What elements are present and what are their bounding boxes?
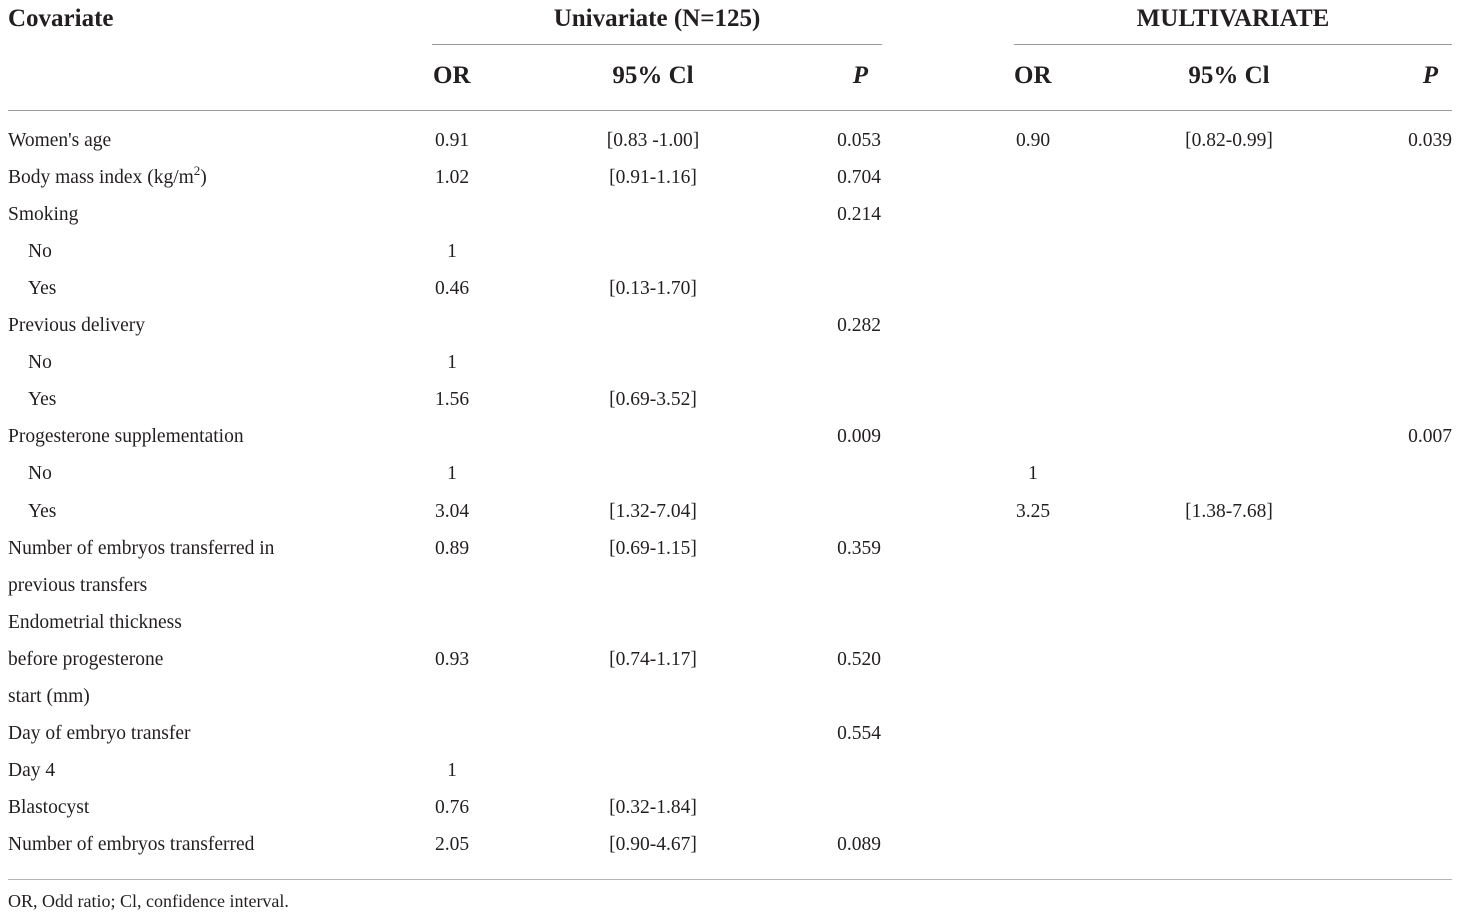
multivariate-group-rule <box>1014 44 1452 45</box>
uni-or-cell: 0.89 <box>434 537 470 559</box>
row-label-text: Previous delivery <box>8 315 146 337</box>
row-label-text: Number of embryos transferred <box>8 833 255 855</box>
uni-ci-header: 95% Cl <box>612 62 694 89</box>
multi-p-cell: 0.039 <box>1408 130 1452 151</box>
uni-or-cell: 0.46 <box>434 278 470 300</box>
row-label <box>8 162 207 190</box>
univariate-group-rule <box>432 44 882 45</box>
row-label <box>8 685 90 709</box>
row-label <box>8 314 145 338</box>
row-label-text: Women's age <box>8 130 112 151</box>
row-label <box>28 388 56 412</box>
uni-p-cell: 0.089 <box>837 833 881 855</box>
uni-p-cell: 0.009 <box>837 426 881 448</box>
row-label <box>8 574 147 598</box>
uni-or-cell: 0.76 <box>434 796 470 818</box>
covariate-header: Covariate <box>8 5 114 32</box>
multi-ci-cell: [0.82-0.99] <box>1185 130 1273 151</box>
row-label <box>8 722 190 746</box>
uni-ci-cell: [1.32-7.04] <box>609 500 697 522</box>
row-label <box>28 240 52 264</box>
uni-or-cell: 1 <box>447 759 457 781</box>
multi-or-header: OR <box>1014 62 1052 89</box>
table-bottom-rule <box>8 879 1452 880</box>
row-label <box>8 796 89 820</box>
row-label-text: previous transfers <box>8 574 148 596</box>
row-label <box>8 611 182 635</box>
multi-p-header: P <box>1422 62 1438 89</box>
uni-ci-cell: [0.32-1.84] <box>609 796 697 818</box>
row-label-text: Day of embryo transfer <box>8 722 191 744</box>
uni-p-cell: 0.214 <box>837 204 881 226</box>
row-label <box>28 351 52 375</box>
uni-p-cell: 0.053 <box>837 130 881 151</box>
uni-ci-cell: [0.90-4.67] <box>609 833 697 855</box>
uni-or-cell: 1 <box>447 463 457 485</box>
row-label <box>8 129 111 153</box>
uni-ci-cell: [0.74-1.17] <box>609 648 697 670</box>
uni-or-header: OR <box>433 62 471 89</box>
row-label-text: Body mass index (kg/m <box>8 167 194 189</box>
uni-p-cell: 0.282 <box>837 315 881 337</box>
uni-ci-cell: [0.13-1.70] <box>609 278 697 300</box>
uni-ci-cell: [0.69-1.15] <box>609 537 697 559</box>
row-label-text: Endometrial thickness <box>8 611 182 633</box>
table-footnote: OR, Odd ratio; Cl, confidence interval. <box>8 891 289 911</box>
uni-ci-cell: [0.69-3.52] <box>609 389 697 411</box>
row-label <box>8 203 78 227</box>
multi-or-cell: 1 <box>1028 463 1038 485</box>
row-label <box>8 648 163 672</box>
uni-ci-cell: [0.91-1.16] <box>609 167 697 189</box>
row-label-text: Blastocyst <box>8 796 90 818</box>
row-label <box>8 537 274 561</box>
row-label-text: Number of embryos transferred in <box>8 537 275 559</box>
row-label-text: No <box>28 463 52 485</box>
multi-or-cell: 3.25 <box>1015 500 1051 522</box>
multi-p-cell: 0.007 <box>1408 426 1452 448</box>
row-label-text: Yes <box>28 389 57 411</box>
row-label-text: No <box>28 241 52 263</box>
row-label-text: before progesterone <box>8 648 164 670</box>
row-label <box>28 462 52 486</box>
uni-or-cell: 1 <box>447 241 457 263</box>
uni-or-cell: 2.05 <box>434 833 470 855</box>
uni-p-cell: 0.520 <box>837 648 881 670</box>
row-label-text: Yes <box>28 500 57 522</box>
row-label-text: Smoking <box>8 204 79 226</box>
row-label <box>8 425 244 449</box>
multivariate-group-header: MULTIVARIATE <box>1136 5 1330 32</box>
row-label <box>28 277 56 301</box>
row-label-superscript: 2 <box>193 162 201 178</box>
uni-p-cell: 0.359 <box>837 537 881 559</box>
row-label-text: start (mm) <box>8 685 90 707</box>
row-label <box>28 500 56 524</box>
uni-or-cell: 1.02 <box>434 167 470 189</box>
multi-ci-cell: [1.38-7.68] <box>1185 500 1273 522</box>
uni-or-cell: 1.56 <box>434 389 470 411</box>
univariate-group-header: Univariate (N=125) <box>553 5 761 32</box>
row-label-tail: ) <box>200 167 207 189</box>
uni-ci-cell: [0.83 -1.00] <box>606 130 700 151</box>
uni-or-cell: 3.04 <box>434 500 470 522</box>
row-label <box>8 759 55 783</box>
row-label <box>8 833 254 857</box>
header-rule <box>8 110 1452 111</box>
row-label-text: Progesterone supplementation <box>8 426 244 448</box>
uni-or-cell: 1 <box>447 352 457 374</box>
multi-or-cell: 0.90 <box>1015 130 1051 151</box>
uni-or-cell: 0.93 <box>434 648 470 670</box>
uni-or-cell: 0.91 <box>434 130 470 151</box>
row-label-text: Yes <box>28 278 57 300</box>
row-label-text: Day 4 <box>8 759 56 781</box>
uni-p-cell: 0.554 <box>837 722 881 744</box>
uni-p-cell: 0.704 <box>837 167 881 189</box>
uni-p-header: P <box>852 62 868 89</box>
row-label-text: No <box>28 352 52 374</box>
multi-ci-header: 95% Cl <box>1188 62 1270 89</box>
